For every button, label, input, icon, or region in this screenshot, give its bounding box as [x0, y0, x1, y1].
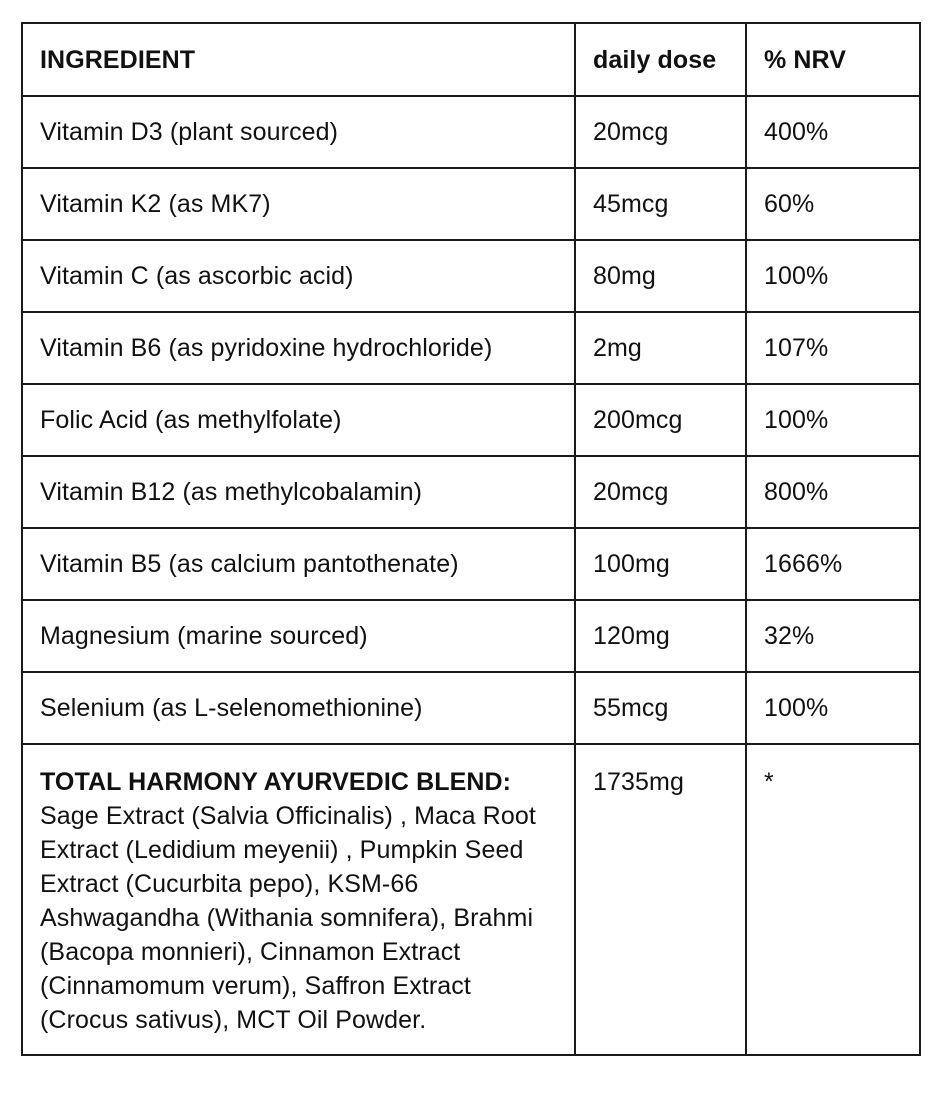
dose-cell: 200mcg	[575, 384, 746, 456]
table-header-row	[22, 23, 920, 96]
table-row	[22, 96, 920, 168]
nrv-cell: 107%	[746, 312, 920, 384]
dose-cell: 2mg	[575, 312, 746, 384]
table-row	[22, 384, 920, 456]
table-row	[22, 672, 920, 744]
table-row	[22, 240, 920, 312]
table-row	[22, 528, 920, 600]
dose-cell: 120mg	[575, 600, 746, 672]
ingredient-cell: Folic Acid (as methylfolate)	[22, 384, 575, 456]
blend-ingredient-cell	[22, 744, 575, 1055]
blend-dose-cell: 1735mg	[575, 744, 746, 1055]
dose-cell: 45mcg	[575, 168, 746, 240]
ingredient-cell: Magnesium (marine sourced)	[22, 600, 575, 672]
table-row	[22, 600, 920, 672]
nrv-cell: 100%	[746, 384, 920, 456]
nrv-cell: 100%	[746, 672, 920, 744]
header-daily-dose: daily dose	[575, 23, 746, 96]
nrv-cell: 100%	[746, 240, 920, 312]
dose-cell: 20mcg	[575, 96, 746, 168]
table-row	[22, 168, 920, 240]
dose-cell: 80mg	[575, 240, 746, 312]
ingredient-cell: Vitamin D3 (plant sourced)	[22, 96, 575, 168]
ingredient-cell: Vitamin B12 (as methylcobalamin)	[22, 456, 575, 528]
nrv-cell: 60%	[746, 168, 920, 240]
dose-cell: 55mcg	[575, 672, 746, 744]
blend-row	[22, 744, 920, 1055]
blend-nrv-cell: *	[746, 744, 920, 1055]
dose-cell: 100mg	[575, 528, 746, 600]
nrv-cell: 400%	[746, 96, 920, 168]
header-nrv: % NRV	[746, 23, 920, 96]
ingredient-cell: Vitamin K2 (as MK7)	[22, 168, 575, 240]
nrv-cell: 1666%	[746, 528, 920, 600]
dose-cell: 20mcg	[575, 456, 746, 528]
nrv-cell: 800%	[746, 456, 920, 528]
nrv-cell: 32%	[746, 600, 920, 672]
ingredient-cell: Vitamin B5 (as calcium pantothenate)	[22, 528, 575, 600]
table-row	[22, 312, 920, 384]
blend-title: TOTAL HARMONY AYURVEDIC BLEND:	[40, 768, 512, 796]
ingredient-cell: Vitamin C (as ascorbic acid)	[22, 240, 575, 312]
nutrition-table	[21, 22, 921, 1056]
header-ingredient: INGREDIENT	[22, 23, 575, 96]
blend-description: Sage Extract (Salvia Officinalis) , Maca Root Extract (Ledidium meyenii) , Pumpkin Seed Extract (Cucurbita pepo), KSM-66 Ashwagandha (Withania somnifera), Brahmi (Bacopa monnieri), Cinnamon Extract (Cinnamomum verum), Saffron Extract (Crocus sativus), MCT Oil Powder.	[40, 802, 536, 1034]
ingredient-cell: Selenium (as L-selenomethionine)	[22, 672, 575, 744]
table-row	[22, 456, 920, 528]
ingredient-cell: Vitamin B6 (as pyridoxine hydrochloride)	[22, 312, 575, 384]
